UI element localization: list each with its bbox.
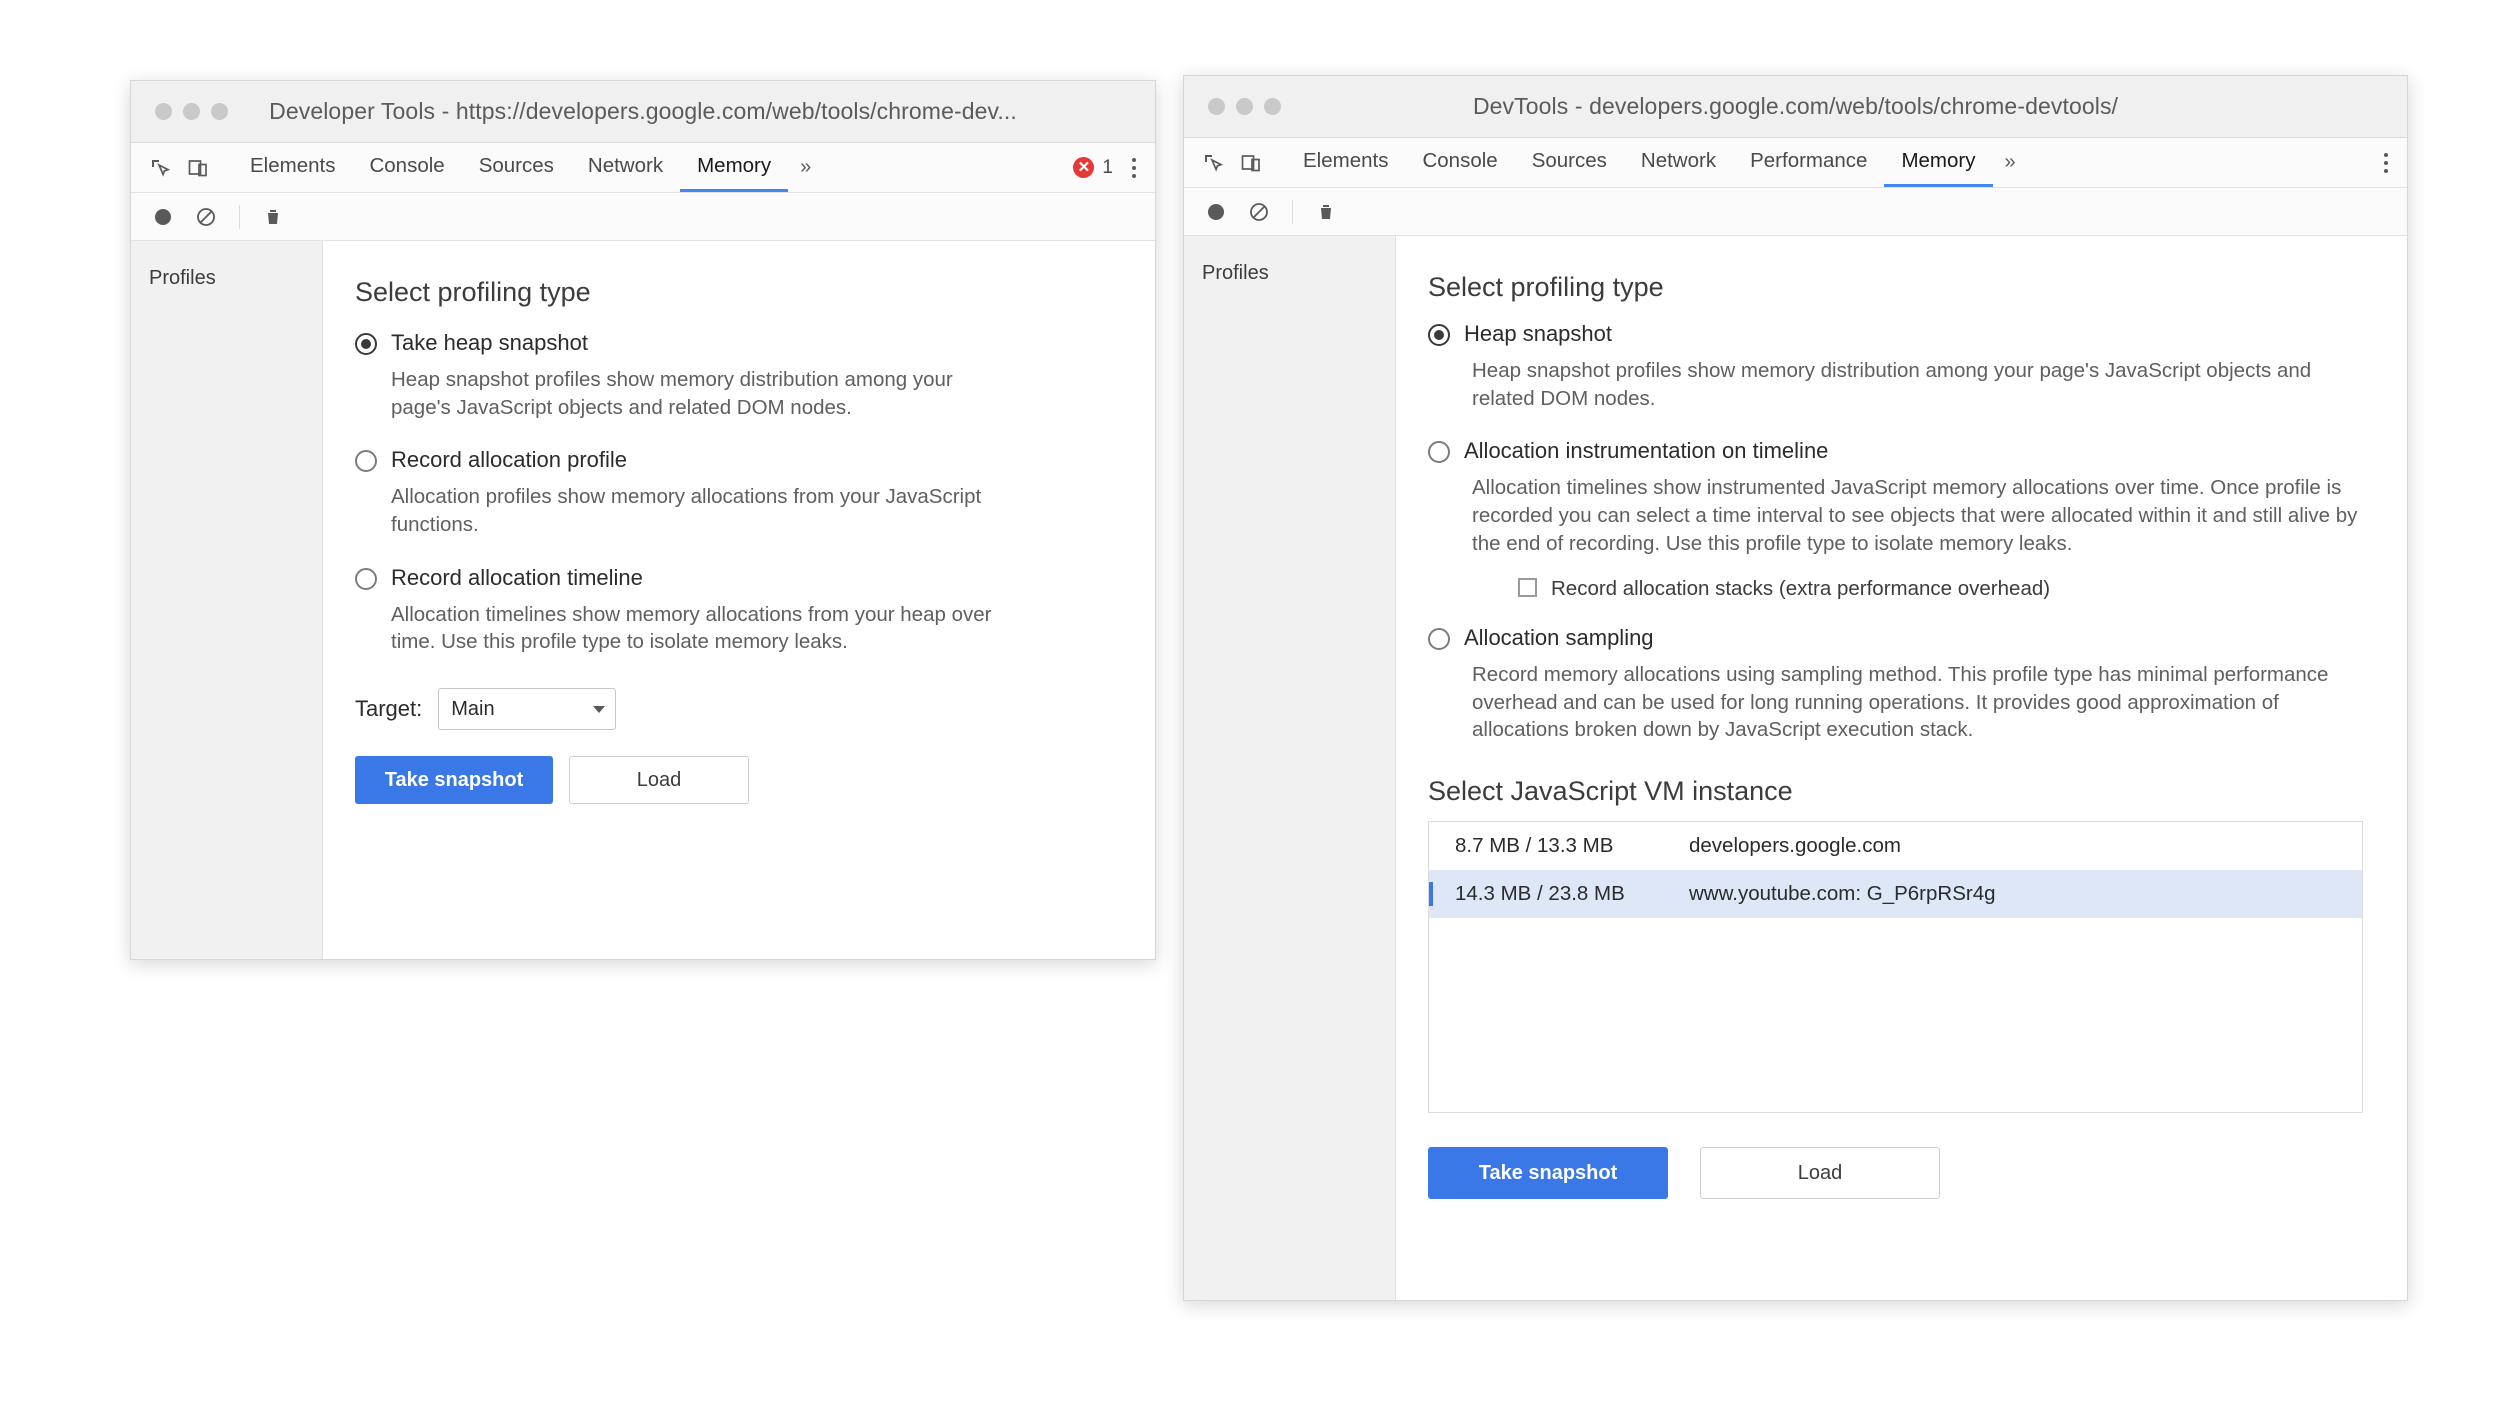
record-allocation-stacks-row[interactable] <box>1518 575 2363 603</box>
profiling-option-allocation-instrumentation[interactable] <box>1428 438 2363 464</box>
radio-allocation-instrumentation[interactable] <box>1428 441 1450 463</box>
tab-performance[interactable]: Performance <box>1750 149 1868 172</box>
tab-sources[interactable]: Sources <box>478 154 554 177</box>
table-row[interactable] <box>1429 870 2362 918</box>
load-button[interactable]: Load <box>569 756 749 804</box>
profiling-option-heap-snapshot[interactable] <box>355 330 1115 356</box>
tab-sources[interactable]: Sources <box>1531 149 1607 172</box>
take-snapshot-button[interactable]: Take snapshot <box>1428 1147 1668 1199</box>
sidebar-left <box>131 241 323 959</box>
profiling-option-heap-snapshot[interactable] <box>1428 321 2363 347</box>
radio-heap-snapshot[interactable] <box>355 333 377 355</box>
vm-section-title: Select JavaScript VM instance <box>1428 776 1793 807</box>
table-row[interactable] <box>1429 822 2362 870</box>
device-toggle-icon[interactable] <box>181 151 215 185</box>
window-controls-right[interactable] <box>1208 98 1281 115</box>
option-label: Record allocation profile <box>391 447 628 473</box>
target-select[interactable] <box>438 688 616 730</box>
sidebar-right <box>1184 236 1396 1300</box>
kebab-menu-icon[interactable] <box>2375 153 2397 173</box>
minimize-window-button[interactable] <box>1236 98 1253 115</box>
devtools-toolbar-left <box>131 143 1155 193</box>
window-title: DevTools - developers.google.com/web/tools/chrome-devtools/ <box>1472 93 2119 119</box>
sidebar-item-profiles[interactable]: Profiles <box>149 267 216 289</box>
window-controls-left[interactable] <box>155 103 228 120</box>
option-description: Record memory allocations using sampling method. This profile type has minimal performance overhead and can be used for long running operations. It provides good approximation of allocations broken down by JavaScript execution stack. <box>1472 663 2329 742</box>
option-label: Allocation sampling <box>1464 625 1654 651</box>
tab-memory[interactable]: Memory <box>680 143 788 192</box>
profiler-controls-left <box>131 193 1155 241</box>
profiler-controls-right <box>1184 188 2407 236</box>
vm-instance-table[interactable] <box>1428 821 2363 1113</box>
devtools-window-right <box>1183 75 2408 1301</box>
devtools-tabs-left <box>233 143 823 192</box>
trash-icon[interactable] <box>262 206 284 228</box>
tab-network[interactable]: Network <box>1640 149 1717 172</box>
more-tabs-icon[interactable]: » <box>800 156 812 178</box>
vm-origin-name: developers.google.com <box>1689 834 1901 858</box>
option-description: Heap snapshot profiles show memory distribution among your page's JavaScript objects and related DOM nodes. <box>391 368 953 419</box>
target-label: Target: <box>355 696 423 722</box>
maximize-window-button[interactable] <box>211 103 228 120</box>
toolbar-right-right <box>2375 138 2397 187</box>
vm-memory-size: 8.7 MB / 13.3 MB <box>1455 834 1614 858</box>
toolbar-divider <box>239 205 240 229</box>
chevron-down-icon <box>593 706 605 713</box>
page-title: Select profiling type <box>355 277 591 307</box>
option-label: Record allocation timeline <box>391 564 643 590</box>
devtools-body-right <box>1184 236 2407 1300</box>
error-icon: ✕ <box>1073 157 1094 178</box>
option-description: Allocation timelines show memory allocations from your heap over time. Use this profile type to isolate memory leaks. <box>391 602 992 654</box>
tab-memory[interactable]: Memory <box>1884 138 1992 187</box>
maximize-window-button[interactable] <box>1264 98 1281 115</box>
sidebar-item-profiles[interactable]: Profiles <box>1202 262 1269 284</box>
titlebar-right <box>1184 76 2407 138</box>
profiling-option-allocation-sampling[interactable] <box>1428 625 2363 651</box>
profiling-option-allocation-timeline[interactable] <box>355 565 1115 591</box>
close-window-button[interactable] <box>155 103 172 120</box>
record-circle-icon[interactable] <box>1206 202 1226 222</box>
take-snapshot-button[interactable]: Take snapshot <box>355 756 553 804</box>
action-buttons-left <box>355 756 1115 804</box>
radio-heap-snapshot[interactable] <box>1428 324 1450 346</box>
devtools-tabs-right <box>1286 138 2028 187</box>
error-count: 1 <box>1102 156 1113 178</box>
titlebar-left <box>131 81 1155 143</box>
vm-memory-size: 14.3 MB / 23.8 MB <box>1429 882 1677 906</box>
option-description: Allocation timelines show instrumented JavaScript memory allocations over time. Once profile is recorded you can select a time interval to see objects that were allocated within it and still alive by the end of recording. Use this profile type to isolate memory leaks. <box>1472 476 2358 555</box>
radio-allocation-profile[interactable] <box>355 450 377 472</box>
no-entry-icon[interactable] <box>195 206 217 228</box>
record-circle-icon[interactable] <box>153 207 173 227</box>
profiling-panel-right <box>1396 236 2407 1300</box>
tab-console[interactable]: Console <box>369 154 445 177</box>
kebab-menu-icon[interactable] <box>1123 158 1145 178</box>
minimize-window-button[interactable] <box>183 103 200 120</box>
devtools-toolbar-right <box>1184 138 2407 188</box>
device-toggle-icon[interactable] <box>1234 146 1268 180</box>
profiling-option-allocation-profile[interactable] <box>355 447 1115 473</box>
radio-allocation-sampling[interactable] <box>1428 628 1450 650</box>
trash-icon[interactable] <box>1315 201 1337 223</box>
load-button[interactable]: Load <box>1700 1147 1940 1199</box>
option-description: Heap snapshot profiles show memory distribution among your page's JavaScript objects and related DOM nodes. <box>1472 359 2312 410</box>
tab-console[interactable]: Console <box>1422 149 1498 172</box>
tab-elements[interactable]: Elements <box>250 154 336 177</box>
checkbox-record-allocation-stacks[interactable] <box>1518 578 1537 597</box>
option-description: Allocation profiles show memory allocations from your JavaScript functions. <box>391 485 982 537</box>
inspect-cursor-icon[interactable] <box>143 151 177 185</box>
radio-allocation-timeline[interactable] <box>355 568 377 590</box>
more-tabs-icon[interactable]: » <box>2004 151 2016 173</box>
action-buttons-right <box>1428 1147 2363 1199</box>
checkbox-label: Record allocation stacks (extra performance overhead) <box>1551 577 2051 601</box>
tab-network[interactable]: Network <box>587 154 664 177</box>
page-title: Select profiling type <box>1428 272 1664 302</box>
vm-origin-name: www.youtube.com: G_P6rpRSr4g <box>1689 882 1996 906</box>
inspect-cursor-icon[interactable] <box>1196 146 1230 180</box>
no-entry-icon[interactable] <box>1248 201 1270 223</box>
option-label: Allocation instrumentation on timeline <box>1464 438 1829 464</box>
devtools-body-left <box>131 241 1155 959</box>
target-select-value: Main <box>451 697 495 720</box>
target-row <box>355 688 1115 730</box>
close-window-button[interactable] <box>1208 98 1225 115</box>
toolbar-divider <box>1292 200 1293 224</box>
option-label: Take heap snapshot <box>391 330 588 355</box>
window-title: Developer Tools - https://developers.google.com/web/tools/chrome-dev... <box>269 98 1017 124</box>
tab-elements[interactable]: Elements <box>1303 149 1389 172</box>
toolbar-right-left <box>1073 143 1145 192</box>
option-label: Heap snapshot <box>1464 321 1612 346</box>
devtools-window-left <box>130 80 1156 960</box>
profiling-panel-left <box>323 241 1155 959</box>
error-badge[interactable] <box>1073 157 1113 179</box>
